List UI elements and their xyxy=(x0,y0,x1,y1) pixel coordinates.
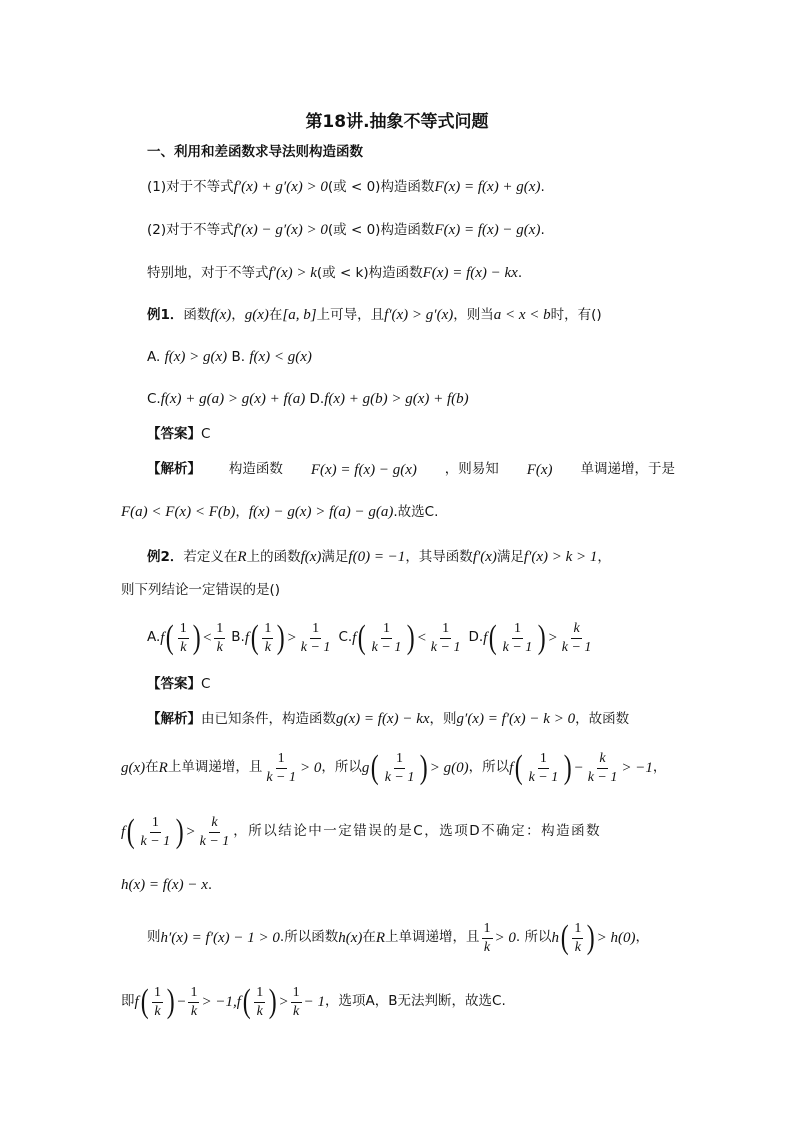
rule-2-inequality: f′(x) − g′(x) > 0 xyxy=(233,222,328,238)
ex2-option-a-f: f xyxy=(160,629,165,646)
ex2-s6b: − xyxy=(176,993,187,1010)
ex2-s2c: R xyxy=(158,759,168,776)
ex2-s2b: 在 xyxy=(145,759,159,776)
ex2-option-d-label: D. xyxy=(468,629,484,646)
paren-close: ) xyxy=(192,619,201,656)
example-1-options-cd xyxy=(147,392,794,407)
ex2-s3a: ，所以结论中一定错误的是C，选项D不确定：构造函数 xyxy=(233,823,602,840)
ex2-s2m: ， xyxy=(652,759,667,776)
example-2-label: 例2． xyxy=(147,549,184,565)
rule-3-end: . xyxy=(517,265,523,281)
option-c: f(x) + g(a) > g(x) + f(a) xyxy=(160,391,306,407)
ex2-t4: ，其导函数 xyxy=(405,549,473,565)
ex2-s1d: g′(x) = f′(x) − k > 0 xyxy=(456,711,576,727)
solution-label: 【解析】 xyxy=(147,711,201,727)
solution-label: 【解析】 xyxy=(147,461,201,477)
ex2-s4: h(x) = f(x) − x xyxy=(121,877,208,893)
ex1-t3: 在 xyxy=(268,307,283,323)
ex2-s5a: 则 xyxy=(147,929,161,946)
ex2-s1b: g(x) = f(x) − kx xyxy=(336,711,430,727)
num: 1 xyxy=(310,621,321,638)
fraction xyxy=(482,921,493,955)
ex2-t3: 满足 xyxy=(321,549,349,565)
num: 1 xyxy=(291,985,302,1002)
paren-close: ) xyxy=(563,749,572,786)
num: 1 xyxy=(262,621,273,638)
paren-open: ( xyxy=(140,983,149,1020)
ex2-s6-f1: f xyxy=(134,993,139,1010)
rule-2-function: F(x) = f(x) − g(x) xyxy=(434,222,541,238)
num: 1 xyxy=(178,621,189,638)
den: k − 1 xyxy=(528,769,559,785)
den: k − 1 xyxy=(371,639,402,655)
num: 1 xyxy=(254,985,265,1002)
ex2-s2f: ，所以 xyxy=(321,759,362,776)
ex2-s6a: 即 xyxy=(121,993,135,1010)
ex2-option-a-label: A. xyxy=(147,629,161,646)
ex2-s1e: ，故函数 xyxy=(575,711,630,727)
paren-open: ( xyxy=(358,619,366,656)
fraction xyxy=(527,751,561,785)
den: k xyxy=(154,1003,161,1019)
den: k xyxy=(190,1003,198,1019)
ex2-s2e: > 0 xyxy=(300,759,322,776)
ex2-option-b-op: > xyxy=(286,629,297,646)
fraction xyxy=(370,621,404,655)
answer-value: C xyxy=(201,676,211,692)
den: k xyxy=(216,639,223,655)
option-b-label: B. xyxy=(231,349,246,365)
ex2-f: f(x) xyxy=(300,549,322,565)
ex1-sol-ineq: f(x) − g(x) > f(a) − g(a) xyxy=(248,504,394,520)
fraction xyxy=(139,815,173,849)
ex1-sol-text-c: ，则易知 xyxy=(444,461,499,477)
ex2-s1a: 由已知条件，构造函数 xyxy=(201,711,336,727)
ex1-t5: ，则当 xyxy=(453,307,494,323)
ex1-g: g(x) xyxy=(244,307,269,323)
den: k − 1 xyxy=(561,639,592,655)
fraction xyxy=(264,751,298,785)
num: 1 xyxy=(214,621,225,638)
example-1-label: 例1． xyxy=(147,307,184,323)
num: 1 xyxy=(538,751,549,768)
ex2-s6f: ，选项A，B无法判断，故选C. xyxy=(325,993,506,1010)
den: k − 1 xyxy=(199,833,230,849)
fraction xyxy=(501,621,535,655)
den: k xyxy=(180,639,187,655)
fraction xyxy=(299,621,333,655)
ex2-s5j: h xyxy=(551,929,559,946)
rule-3 xyxy=(147,266,794,281)
ex2-s5h: > 0 xyxy=(494,929,516,946)
rule-1-function: F(x) = f(x) + g(x) xyxy=(434,179,541,195)
fraction xyxy=(152,985,163,1019)
answer-value: C xyxy=(201,426,211,442)
paren-close: ) xyxy=(175,813,184,850)
answer-label: 【答案】 xyxy=(147,676,201,692)
option-b: f(x) < g(x) xyxy=(249,349,312,365)
num: 1 xyxy=(152,985,163,1002)
den: k xyxy=(293,1003,300,1019)
ex2-s6-f2: f xyxy=(236,993,241,1010)
answer-label: 【答案】 xyxy=(147,426,201,442)
fraction xyxy=(429,621,463,655)
num: k xyxy=(209,815,219,832)
ex2-option-d-op: > xyxy=(547,629,558,646)
den: k − 1 xyxy=(587,769,618,785)
section-heading: 一、利用和差函数求导法则构造函数 xyxy=(147,144,363,160)
paren-open: ( xyxy=(371,749,380,786)
ex2-t2: 上的函数 xyxy=(246,549,301,565)
num: 1 xyxy=(276,751,287,768)
fraction xyxy=(586,751,620,785)
paren-open: ( xyxy=(126,813,135,850)
ex2-s2a: g(x) xyxy=(121,759,146,776)
ex2-s5e: 在 xyxy=(362,929,376,946)
ex2-s3-op: > xyxy=(185,823,196,840)
rule-3-inequality: f′(x) > k xyxy=(268,265,317,281)
example-2-solution-line4 xyxy=(121,878,794,893)
paren-close: ) xyxy=(166,983,175,1020)
num: 1 xyxy=(572,921,583,938)
ex2-s6e: − 1 xyxy=(303,993,326,1010)
ex1-interval: [a, b] xyxy=(282,307,317,323)
example-2-solution-line5 xyxy=(147,916,794,960)
num: 1 xyxy=(381,621,392,638)
example-1-question xyxy=(147,308,794,323)
ex2-s3-f: f xyxy=(121,823,126,840)
option-d-label: D. xyxy=(309,391,325,407)
paren-close: ) xyxy=(538,619,546,656)
ex1-t2: ， xyxy=(231,307,245,323)
example-2-solution-line2 xyxy=(121,746,794,790)
num: k xyxy=(597,751,607,768)
ex2-condition: f′(x) > k > 1 xyxy=(523,549,598,565)
example-1-solution-line1 xyxy=(147,463,675,478)
rule-1-mid: 构造函数 xyxy=(380,179,435,195)
rule-1-end: . xyxy=(540,179,545,195)
rule-3-mid: 构造函数 xyxy=(368,265,423,281)
den: k − 1 xyxy=(430,639,461,655)
rule-2-mid: 构造函数 xyxy=(380,222,435,238)
den: k xyxy=(574,939,581,955)
ex1-range: a < x < b xyxy=(493,307,551,323)
ex1-sol-chain: F(a) < F(x) < F(b) xyxy=(121,504,236,520)
ex2-option-c-label: C. xyxy=(338,629,353,646)
ex2-s5f: R xyxy=(375,929,386,946)
fraction xyxy=(291,985,302,1019)
page-title: 第18讲.抽象不等式问题 xyxy=(305,112,489,132)
paren-open: ( xyxy=(514,749,523,786)
example-2-solution-line6 xyxy=(121,980,794,1024)
ex1-sol-text-e: 单调递增，于是 xyxy=(580,461,675,477)
fraction xyxy=(572,921,583,955)
rule-1-inequality: f′(x) + g′(x) > 0 xyxy=(233,179,328,195)
rule-2-alt: (或 < 0) xyxy=(327,222,381,238)
fraction xyxy=(198,815,232,849)
num: k xyxy=(571,621,581,638)
ex2-s2i: ，所以 xyxy=(468,759,510,776)
rule-2-prefix: (2)对于不等式 xyxy=(147,222,234,238)
ex2-s2g: g xyxy=(361,759,370,776)
ex2-fp: f′(x) xyxy=(472,549,497,565)
ex2-t1: 若定义在 xyxy=(183,549,238,565)
ex2-option-b-label: B. xyxy=(231,629,245,646)
den: k xyxy=(264,639,271,655)
paren-open: ( xyxy=(166,619,175,656)
example-2-solution-line1 xyxy=(147,712,794,727)
paren-close: ) xyxy=(407,619,415,656)
den: k − 1 xyxy=(502,639,533,655)
fraction xyxy=(262,621,273,655)
ex1-sol-conclusion: .故选C. xyxy=(393,504,439,520)
num: 1 xyxy=(394,751,405,768)
fraction xyxy=(254,985,265,1019)
ex2-option-a-op: < xyxy=(202,629,213,646)
example-2-solution-line3 xyxy=(121,810,794,854)
ex1-t4: 上可导，且 xyxy=(316,307,385,323)
example-1-solution-line2 xyxy=(121,505,794,520)
example-1-options-ab xyxy=(147,350,794,365)
rule-1-alt: (或 < 0) xyxy=(327,179,381,195)
ex1-sol-F: F(x) xyxy=(526,462,553,478)
num: 1 xyxy=(482,921,493,938)
fraction xyxy=(214,621,225,655)
ex2-s2k: − xyxy=(573,759,584,776)
ex2-t5: 满足 xyxy=(496,549,524,565)
ex2-s6c: > −1, xyxy=(201,993,237,1010)
fraction xyxy=(560,621,594,655)
ex2-s5b: h′(x) = f′(x) − 1 > 0 xyxy=(160,929,280,946)
ex1-sol-func: F(x) = f(x) − g(x) xyxy=(310,462,417,478)
ex2-option-b-f: f xyxy=(244,629,249,646)
paren-open: ( xyxy=(250,619,259,656)
paren-open: ( xyxy=(242,983,251,1020)
den: k − 1 xyxy=(300,639,331,655)
ex2-s6d: > xyxy=(278,993,289,1010)
ex2-s2l: > −1 xyxy=(621,759,653,776)
paren-close: ) xyxy=(420,749,429,786)
den: k − 1 xyxy=(384,769,415,785)
ex1-sol-comma: ， xyxy=(235,504,249,520)
rule-3-function: F(x) = f(x) − kx xyxy=(422,265,518,281)
rule-1-prefix: (1)对于不等式 xyxy=(147,179,234,195)
ex2-s4end: . xyxy=(207,877,213,893)
den: k − 1 xyxy=(266,769,296,785)
option-a: f(x) > g(x) xyxy=(164,349,228,365)
ex2-s5c: .所以函数 xyxy=(279,929,339,946)
example-1-answer xyxy=(147,428,794,442)
option-c-label: C. xyxy=(147,391,161,407)
fraction xyxy=(178,621,189,655)
ex2-t6: ， xyxy=(597,549,611,565)
example-2-options xyxy=(147,616,794,660)
paren-open: ( xyxy=(489,619,497,656)
paren-close: ) xyxy=(277,619,285,656)
num: 1 xyxy=(440,621,451,638)
ex1-condition: f′(x) > g′(x) xyxy=(384,307,454,323)
num: 1 xyxy=(150,815,161,832)
ex2-s2j: f xyxy=(509,759,514,776)
ex2-s5i: . 所以 xyxy=(515,929,552,946)
example-2-question xyxy=(147,550,794,565)
ex2-s2h: > g(0) xyxy=(429,759,469,776)
ex2-R: R xyxy=(237,549,247,565)
ex2-option-d-f: f xyxy=(483,629,488,646)
ex1-t1: 函数 xyxy=(183,307,211,323)
fraction xyxy=(383,751,417,785)
example-2-answer xyxy=(147,678,794,692)
paren-close: ) xyxy=(587,919,595,956)
rule-1 xyxy=(147,180,794,195)
fraction xyxy=(188,985,199,1019)
option-a-label: A. xyxy=(147,349,161,365)
ex2-s1c: ，则 xyxy=(429,711,457,727)
paren-open: ( xyxy=(560,919,569,956)
rule-3-prefix: 特别地，对于不等式 xyxy=(147,265,269,281)
ex2-option-c-op: < xyxy=(416,629,427,646)
ex2-option-c-f: f xyxy=(352,629,357,646)
ex2-s5g: 上单调递增，且 xyxy=(385,929,480,946)
example-2-question-line2: 则下列结论一定错误的是() xyxy=(121,582,281,598)
ex2-s2d: 上单调递增，且 xyxy=(167,759,263,776)
num: 1 xyxy=(512,621,523,638)
den: k xyxy=(256,1003,263,1019)
rule-3-alt: (或 < k) xyxy=(316,265,369,281)
ex2-f0: f(0) = −1 xyxy=(348,549,406,565)
rule-2-end: . xyxy=(540,222,545,238)
ex1-sol-text-a: 构造函数 xyxy=(228,461,283,477)
ex2-s5l: ， xyxy=(635,929,650,946)
den: k xyxy=(483,939,491,955)
ex2-s5k: > h(0) xyxy=(596,929,636,946)
ex1-t6: 时，有() xyxy=(550,307,602,323)
option-d: f(x) + g(b) > g(x) + f(b) xyxy=(324,391,469,407)
den: k − 1 xyxy=(140,833,171,849)
ex1-f: f(x) xyxy=(210,307,232,323)
ex2-s5d: h(x) xyxy=(338,929,363,946)
num: 1 xyxy=(188,985,199,1002)
rule-2 xyxy=(147,223,794,238)
paren-close: ) xyxy=(268,983,277,1020)
